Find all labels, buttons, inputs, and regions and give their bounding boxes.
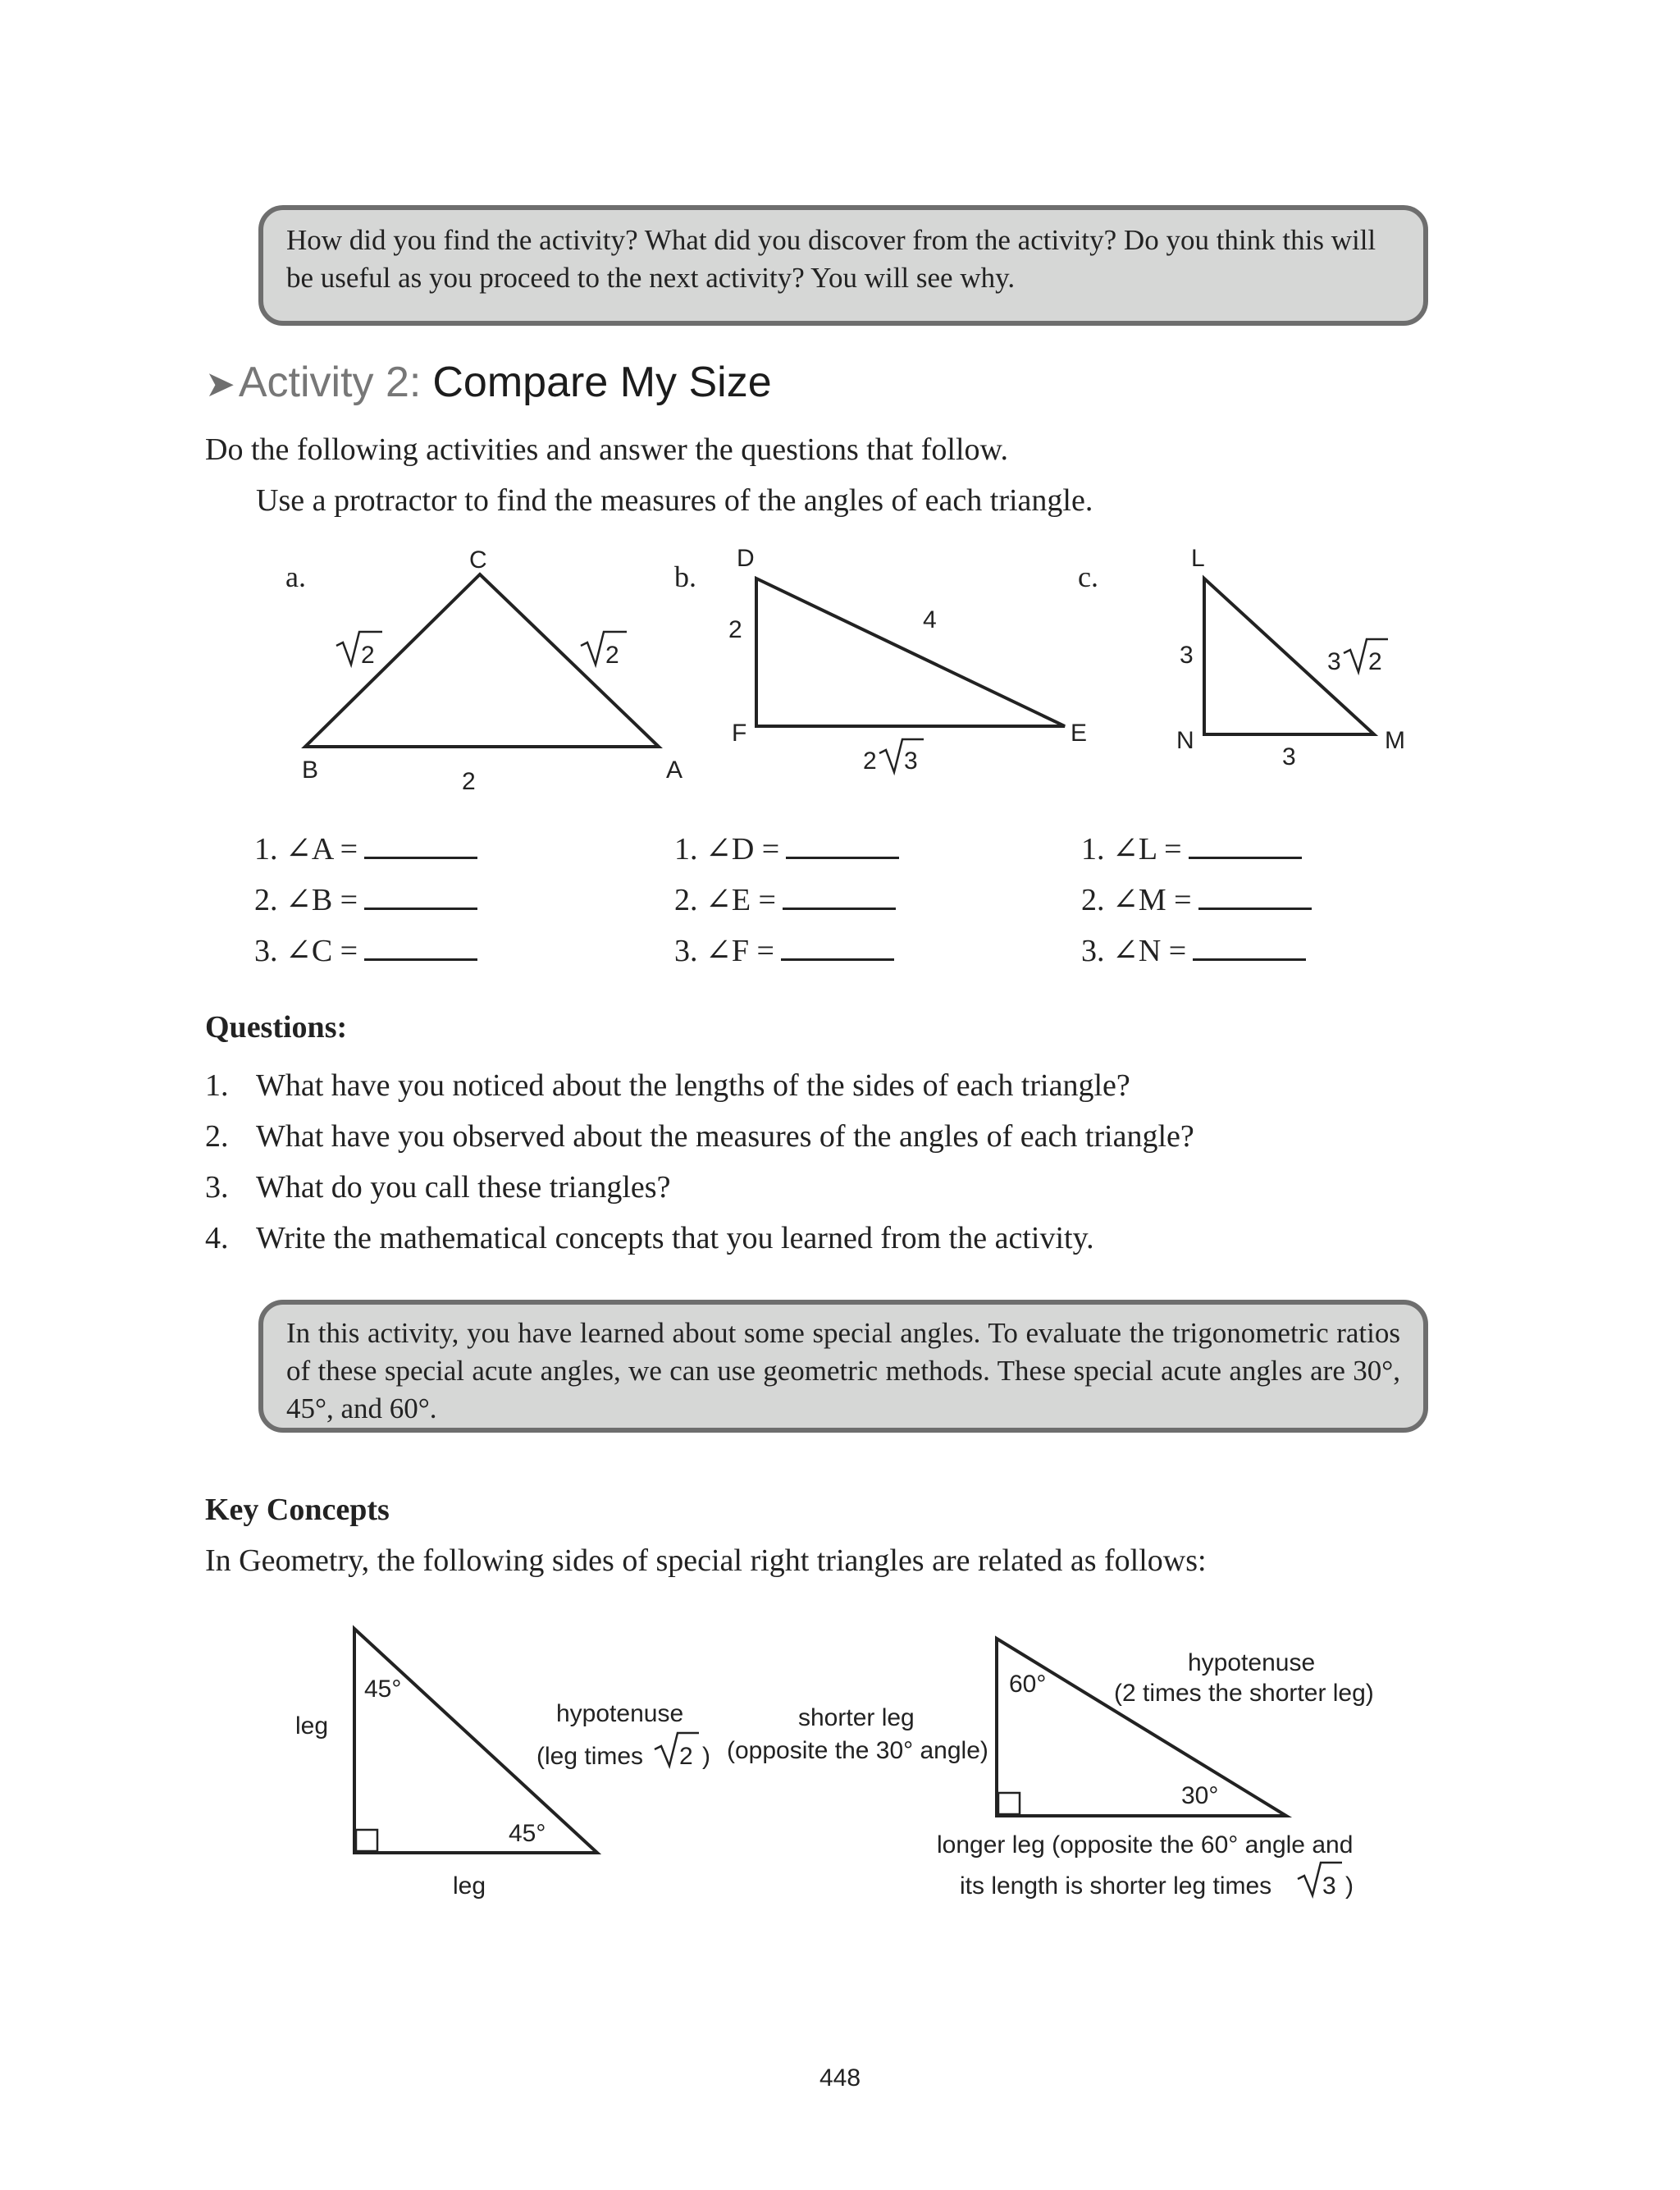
questions-heading: Questions:	[205, 1010, 348, 1045]
answer-b-1-blank[interactable]	[786, 829, 899, 859]
arrow-icon: ➤	[205, 363, 235, 405]
answer-a-2-label: 2. ∠B =	[254, 883, 358, 917]
activity-title: Compare My Size	[432, 359, 772, 406]
angle-45-top: 45°	[364, 1676, 402, 1703]
hyp-30-label: hypotenuse	[1188, 1649, 1316, 1676]
long-leg-line-2	[960, 1863, 1354, 1900]
side-a-right	[581, 632, 627, 669]
short-leg-detail: (opposite the 30° angle)	[727, 1737, 988, 1764]
side-b-vertical: 2	[728, 616, 742, 643]
answer-b-3-blank[interactable]	[781, 930, 894, 961]
svg-text:its length is shorter leg time: its length is shorter leg times	[960, 1872, 1272, 1900]
side-c-hyp	[1327, 639, 1388, 675]
answer-c-3-label: 3. ∠N =	[1081, 934, 1187, 968]
svg-text:3: 3	[1322, 1872, 1336, 1900]
question-2: 2. What have you observed about the measures of the angles of each triangle?	[205, 1119, 1194, 1154]
key-concepts-intro: In Geometry, the following sides of special right triangles are related as follows:	[205, 1543, 1207, 1578]
summary-text: In this activity, you have learned about some special angles. To evaluate the trigonometric ratios of these special acute angles, we can use geometric methods. These special acute angles are 30°, 45°, and 60°.	[286, 1317, 1400, 1424]
answer-a-2-blank[interactable]	[364, 880, 477, 910]
answer-c-3-blank[interactable]	[1193, 930, 1306, 961]
right-angle-marker	[356, 1830, 377, 1851]
page-number: 448	[819, 2064, 861, 2092]
instruction-line-1: Do the following activities and answer the questions that follow.	[205, 432, 1009, 467]
hyp-30-detail: (2 times the shorter leg)	[1114, 1680, 1374, 1707]
answers-a	[254, 829, 477, 981]
answer-c-1-label: 1. ∠L =	[1081, 832, 1182, 866]
triangle-b-label: b.	[674, 560, 696, 593]
answer-a-3-blank[interactable]	[364, 930, 477, 961]
svg-text:2: 2	[361, 642, 375, 669]
question-4: 4. Write the mathematical concepts that you learned from the activity.	[205, 1221, 1094, 1255]
leg-left-label: leg	[295, 1712, 329, 1740]
triangle-45-45-90	[354, 1629, 597, 1853]
long-leg-line-1: longer leg (opposite the 60° angle and	[937, 1831, 1354, 1859]
answer-b-1-label: 1. ∠D =	[674, 832, 780, 866]
triangle-a-label: a.	[285, 560, 306, 593]
svg-text:3: 3	[904, 748, 918, 775]
activity-label: Activity 2:	[238, 359, 422, 406]
vertex-e: E	[1071, 720, 1088, 747]
answer-b-2-label: 2. ∠E =	[674, 883, 776, 917]
svg-text:2: 2	[605, 642, 619, 669]
angle-30: 30°	[1181, 1782, 1219, 1809]
side-b-bottom	[863, 739, 924, 775]
activity-heading	[205, 358, 772, 407]
special-triangles-figure	[0, 1608, 1680, 1936]
answer-b-3-label: 3. ∠F =	[674, 934, 774, 968]
svg-text:3: 3	[1327, 648, 1341, 675]
triangle-c	[1204, 578, 1374, 734]
leg-bottom-label: leg	[453, 1872, 486, 1900]
summary-box	[258, 1300, 1428, 1433]
side-c-vertical: 3	[1180, 642, 1194, 669]
svg-text:): )	[702, 1743, 710, 1770]
answer-c-2-label: 2. ∠M =	[1081, 883, 1192, 917]
answer-a-3-label: 3. ∠C =	[254, 934, 358, 968]
vertex-l: L	[1191, 545, 1205, 572]
question-3: 3. What do you call these triangles?	[205, 1170, 671, 1205]
vertex-a: A	[666, 757, 683, 784]
answer-c-1-blank[interactable]	[1189, 829, 1302, 859]
hyp-45-label: hypotenuse	[556, 1700, 684, 1727]
side-a-bottom: 2	[462, 768, 476, 795]
right-angle-marker-2	[998, 1793, 1020, 1814]
question-1: 1. What have you noticed about the lengths of the sides of each triangle?	[205, 1068, 1130, 1103]
answer-a-1-blank[interactable]	[364, 829, 477, 859]
side-a-left	[336, 632, 382, 669]
svg-text:(leg times: (leg times	[536, 1743, 644, 1770]
reflection-text: How did you find the activity? What did you discover from the activity? Do you think this will be useful as you proceed to the next activity? You will see why.	[286, 224, 1376, 294]
angle-60: 60°	[1009, 1671, 1047, 1698]
svg-text:): )	[1345, 1872, 1354, 1900]
short-leg-label: shorter leg	[798, 1704, 915, 1731]
side-b-hyp: 4	[923, 606, 937, 633]
answer-b-2-blank[interactable]	[783, 880, 896, 910]
vertex-b: B	[302, 757, 319, 784]
reflection-box	[258, 205, 1428, 326]
key-concepts-heading: Key Concepts	[205, 1493, 390, 1527]
answer-a-1-label: 1. ∠A =	[254, 832, 358, 866]
instruction-line-2: Use a protractor to find the measures of the angles of each triangle.	[256, 483, 1093, 518]
answers-c	[1081, 829, 1312, 981]
angle-45-right: 45°	[509, 1820, 546, 1847]
vertex-f: F	[732, 720, 747, 747]
svg-text:2: 2	[1368, 648, 1382, 675]
triangle-b	[756, 578, 1065, 726]
hyp-45-detail	[536, 1733, 710, 1770]
triangles-figure	[0, 533, 1680, 812]
answer-c-2-blank[interactable]	[1198, 880, 1312, 910]
svg-text:2: 2	[863, 748, 877, 775]
triangle-c-label: c.	[1078, 560, 1098, 593]
answers-b	[674, 829, 899, 981]
vertex-d: D	[737, 545, 755, 572]
side-c-bottom: 3	[1282, 743, 1296, 770]
vertex-n: N	[1176, 727, 1194, 754]
svg-text:2: 2	[679, 1743, 693, 1770]
vertex-m: M	[1385, 727, 1405, 754]
vertex-c: C	[469, 546, 487, 574]
questions-list	[205, 1060, 1194, 1264]
